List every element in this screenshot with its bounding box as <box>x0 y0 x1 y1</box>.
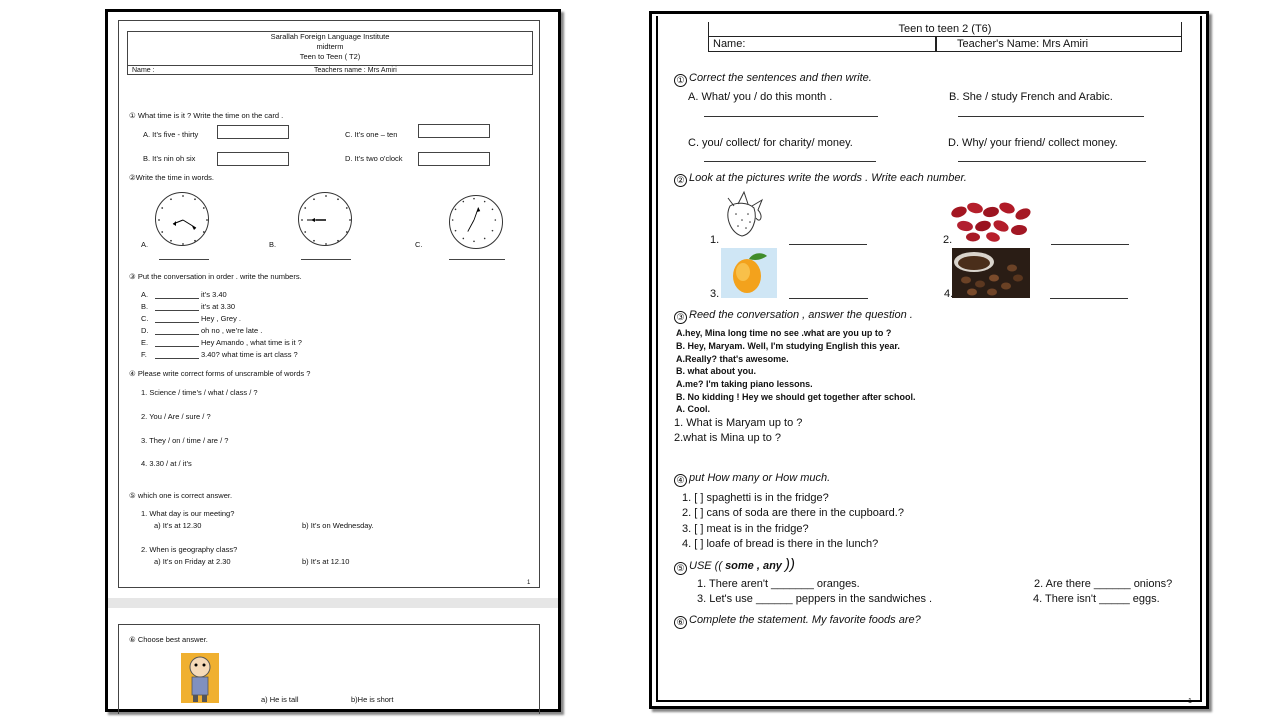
q4-title-text: Please write correct forms of unscramble of words ? <box>137 369 311 378</box>
q1-item: C. It’s one – ten <box>345 130 398 139</box>
q4-title <box>129 369 310 379</box>
dialogue-line: A.hey, Mina long time no see .what are you up to ? <box>676 328 892 338</box>
unscramble-item: 3. They / on / time / are / ? <box>141 436 229 445</box>
conversation-line: oh no , we’re late . <box>201 326 263 335</box>
answer-line[interactable] <box>155 334 199 335</box>
clock-tick <box>455 230 457 232</box>
answer-box[interactable] <box>217 125 289 139</box>
conversation-line: Hey , Grey . <box>201 314 242 323</box>
s4-title-text: put How many or How much. <box>689 472 831 484</box>
clock-tick <box>203 231 205 233</box>
conversation-line: Hey Amando , what time is it ? <box>201 338 302 347</box>
fill-in-item: 4. There isn't _____ eggs. <box>1033 593 1160 605</box>
coffee-beans-icon <box>952 248 1030 298</box>
clock-tick <box>473 198 475 200</box>
mc-option[interactable]: a) It’s at 12.30 <box>154 521 202 530</box>
q1-title-text: What time is it ? Write the time on the card . <box>137 111 284 120</box>
clock-tick <box>455 209 457 211</box>
strawberry-icon <box>718 188 772 240</box>
page-number: 1 <box>527 580 531 586</box>
dialogue-line: A.Really? that's awesome. <box>676 354 789 364</box>
clock-tick <box>203 207 205 209</box>
clock-tick <box>182 243 184 245</box>
q1-item: A. It’s five - thirty <box>143 130 199 139</box>
s2-title-text: Look at the pictures write the words . Write each number. <box>689 172 967 184</box>
clock-tick <box>313 198 315 200</box>
conversation-letter: A. <box>141 290 149 299</box>
clock-face-icon <box>298 192 352 246</box>
circled-number: ④ <box>674 474 687 487</box>
q1-item: D. It’s two o'clock <box>345 154 403 163</box>
mc-option[interactable]: a) It’s on Friday at 2.30 <box>154 557 231 566</box>
answer-line[interactable] <box>155 298 199 299</box>
fill-in-item: 1. There aren't _______ oranges. <box>697 578 860 590</box>
clock-face-icon <box>155 192 209 246</box>
institute-name: Sarallah Foreign Language Institute <box>270 32 390 41</box>
q5-title <box>129 491 232 501</box>
picture-number: 3. <box>710 288 720 300</box>
answer-line[interactable] <box>301 259 351 260</box>
exam-name: midterm <box>316 42 344 51</box>
clock-tick <box>304 207 306 209</box>
conversation-line: 3.40? what time is art class ? <box>201 350 298 359</box>
circled-number: ⑤ <box>674 562 687 575</box>
clock-tick <box>492 230 494 232</box>
s6-title <box>674 613 921 629</box>
clock-tick <box>349 219 351 221</box>
circled-number: ⑥ <box>674 616 687 629</box>
q2-title <box>129 173 214 183</box>
clock-tick <box>301 219 303 221</box>
left-worksheet-page <box>105 9 561 712</box>
page-break <box>108 598 558 608</box>
answer-box[interactable] <box>418 124 490 138</box>
q6-title <box>129 635 208 645</box>
clock-tick <box>492 209 494 211</box>
clock-tick <box>473 241 475 243</box>
answer-line[interactable] <box>1051 244 1129 245</box>
dialogue-line: B. what about you. <box>676 366 756 376</box>
fill-in-item: 3. [ ] meat is in the fridge? <box>682 523 809 535</box>
page-number: 1 <box>1188 698 1192 705</box>
clock-tick <box>495 219 497 221</box>
clock-tick <box>304 231 306 233</box>
clock-tick <box>463 238 465 240</box>
answer-line[interactable] <box>155 358 199 359</box>
s3-title-text: Reed the conversation , answer the question . <box>689 309 913 321</box>
s5-title-suffix: )) <box>784 556 795 573</box>
answer-line[interactable] <box>155 346 199 347</box>
mango-icon <box>721 248 777 298</box>
clock-tick <box>194 198 196 200</box>
s5-title <box>674 558 795 575</box>
right-worksheet-page <box>649 11 1209 709</box>
unscramble-item: 1. Science / time’s / what / class / ? <box>141 388 258 397</box>
dialogue-line: A.me? I'm taking piano lessons. <box>676 379 813 389</box>
dialogue-line: B. Hey, Maryam. Well, I'm studying English this year. <box>676 341 900 351</box>
answer-box[interactable] <box>217 152 289 166</box>
mc-question: 2. When is geography class? <box>141 545 238 554</box>
answer-line[interactable] <box>449 259 505 260</box>
clock-tick <box>484 201 486 203</box>
comprehension-question: 1. What is Maryam up to ? <box>674 417 803 429</box>
s2-title <box>674 171 967 187</box>
answer-line[interactable] <box>155 310 199 311</box>
course-title: Teen to teen 2 (T6) <box>709 22 1181 37</box>
s3-title <box>674 308 913 324</box>
sentence-item: D. Why/ your friend/ collect money. <box>948 137 1118 149</box>
answer-line[interactable] <box>958 116 1144 117</box>
name-label: Name : <box>132 67 155 74</box>
answer-line[interactable] <box>958 161 1146 162</box>
q2-title-text: Write the time in words. <box>135 173 214 182</box>
q1-title <box>129 111 283 121</box>
s5-title-prefix: USE (( <box>689 560 722 572</box>
clock-tick <box>313 240 315 242</box>
unscramble-item: 4. 3.30 / at / it’s <box>141 459 192 468</box>
clock-tick <box>161 231 163 233</box>
mc-question: 1. What day is our meeting? <box>141 509 235 518</box>
clock-tick <box>346 207 348 209</box>
name-label: Name: <box>713 38 746 50</box>
unscramble-item: 2. You / Are / sure / ? <box>141 412 211 421</box>
teacher-label: Teachers name : Mrs Amiri <box>314 67 397 74</box>
circled-number: ③ <box>129 272 136 281</box>
clock-label: C. <box>415 240 423 249</box>
teacher-label: Teacher's Name: Mrs Amiri <box>957 38 1089 50</box>
name-row <box>709 37 1181 52</box>
q1-item: B. It’s nin oh six <box>143 154 196 163</box>
s4-title <box>674 471 830 487</box>
mc-option[interactable]: b) It’s on Wednesday. <box>302 521 374 530</box>
q3-title-text: Put the conversation in order . write the numbers. <box>137 272 302 281</box>
fill-in-item: 2. [ ] cans of soda are there in the cupboard.? <box>682 507 904 519</box>
clock-tick <box>194 240 196 242</box>
answer-line[interactable] <box>704 161 876 162</box>
circled-number: ② <box>129 173 136 182</box>
kidney-beans-icon <box>949 200 1035 242</box>
mc-option[interactable]: b) It’s at 12.10 <box>302 557 350 566</box>
dialogue-line: A. Cool. <box>676 404 710 414</box>
clock-tick <box>463 201 465 203</box>
clock-tick <box>484 238 486 240</box>
conversation-letter: F. <box>141 350 147 359</box>
circled-number: ① <box>674 74 687 87</box>
clock-tick <box>346 231 348 233</box>
clock-label: A. <box>141 240 149 249</box>
conversation-line: it’s at 3.30 <box>201 302 236 311</box>
clock-tick <box>325 243 327 245</box>
sentence-item: C. you/ collect/ for charity/ money. <box>688 137 853 149</box>
conversation-letter: E. <box>141 338 149 347</box>
answer-line[interactable] <box>1050 298 1128 299</box>
worksheet-header <box>127 31 533 75</box>
picture-number: 1. <box>710 234 720 246</box>
answer-line[interactable] <box>789 298 868 299</box>
circled-number: ① <box>129 111 136 120</box>
clock-tick <box>158 219 160 221</box>
dialogue-line: B. No kidding ! Hey we should get together after school. <box>676 392 916 402</box>
clock-tick <box>337 198 339 200</box>
header-divider <box>935 37 937 51</box>
sentence-item: B. She / study French and Arabic. <box>949 91 1113 103</box>
clock-tick <box>161 207 163 209</box>
conversation-letter: B. <box>141 302 149 311</box>
cartoon-boy-icon <box>181 653 219 703</box>
answer-line[interactable] <box>155 322 199 323</box>
s5-title-words: some , any <box>725 560 782 572</box>
clock-tick <box>182 195 184 197</box>
picture-number: 4. <box>944 288 954 300</box>
choice-option[interactable]: a) He is tall <box>261 695 299 704</box>
worksheet-header <box>708 22 1182 52</box>
circled-number: ⑥ <box>129 635 136 644</box>
answer-line[interactable] <box>789 244 867 245</box>
clock-tick <box>206 219 208 221</box>
circled-number: ⑤ <box>129 491 136 500</box>
q5-title-text: which one is correct answer. <box>137 491 233 500</box>
circled-number: ② <box>674 174 687 187</box>
q3-title <box>129 272 302 282</box>
conversation-letter: C. <box>141 314 149 323</box>
circled-number: ④ <box>129 369 136 378</box>
fill-in-item: 3. Let's use ______ peppers in the sandwiches . <box>697 593 933 605</box>
fill-in-item: 2. Are there ______ onions? <box>1034 578 1173 590</box>
conversation-letter: D. <box>141 326 149 335</box>
answer-line[interactable] <box>704 116 878 117</box>
clock-tick <box>325 195 327 197</box>
answer-box[interactable] <box>418 152 490 166</box>
picture-number: 2. <box>943 234 953 246</box>
clock-tick <box>337 240 339 242</box>
conversation-line: it’s 3.40 <box>201 290 227 299</box>
worksheet-sheet-1 <box>118 20 540 588</box>
clock-label: B. <box>269 240 277 249</box>
fill-in-item: 4. [ ] loafe of bread is there in the lunch? <box>682 538 879 550</box>
s6-title-text: Complete the statement. My favorite foods are? <box>689 614 921 626</box>
s1-title-text: Correct the sentences and then write. <box>689 72 872 84</box>
clock-face-icon <box>449 195 503 249</box>
fill-in-item: 1. [ ] spaghetti is in the fridge? <box>682 492 829 504</box>
q6-title-text: Choose best answer. <box>137 635 208 644</box>
course-name: Teen to Teen ( T2) <box>299 52 361 61</box>
circled-number: ③ <box>674 311 687 324</box>
answer-line[interactable] <box>159 259 209 260</box>
worksheet-border <box>656 16 1202 705</box>
name-row <box>128 65 532 75</box>
sentence-item: A. What/ you / do this month . <box>688 91 833 103</box>
clock-tick <box>170 198 172 200</box>
comprehension-question: 2.what is Mina up to ? <box>674 432 782 444</box>
worksheet-sheet-2 <box>118 624 540 714</box>
s1-title <box>674 71 872 87</box>
clock-tick <box>170 240 172 242</box>
choice-option[interactable]: b)He is short <box>351 695 394 704</box>
clock-tick <box>452 219 454 221</box>
